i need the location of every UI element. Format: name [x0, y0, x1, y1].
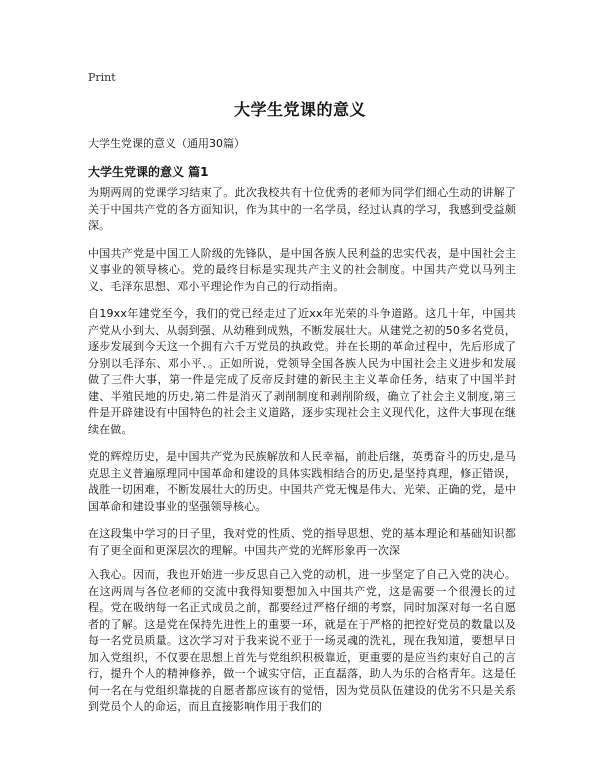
section-heading: 大学生党课的意义 篇1: [88, 165, 209, 179]
paragraph: 中国共产党是中国工人阶级的先锋队，是中国各族人民利益的忠实代表，是中国社会主义事业的领导核心。党的最终目标是实现共产主义的社会制度。中国共产党以马列主义、毛泽东思想、邓小平理论作为自己的行动指南。: [88, 246, 516, 293]
paragraph: 在这段集中学习的日子里，我对党的性质、党的指导思想、党的基本理论和基础知识都有了更全面和更深层次的理解。中国共产党的光辉形象再一次深: [88, 527, 516, 557]
print-link[interactable]: Print: [88, 71, 116, 84]
document-subtitle: 大学生党课的意义（通用30篇）: [88, 137, 245, 150]
paragraph: 党的辉煌历史，是中国共产党为民族解放和人民幸福，前赴后继，英勇奋斗的历史,是马克思主义普遍原理同中国革命和建设的具体实践相结合的历史,是坚持真理，修正错误，战胜一切困难，不断发展壮大的历史。中国共产党无愧是伟大、光荣、正确的党，是中国革命和建设事业的坚强领导核心。: [88, 450, 516, 513]
paragraph: 入我心。因而，我也开始进一步反思自己入党的动机，进一步坚定了自己入党的决心。在这两周与各位老师的交流中我得知要想加入中国共产党，这是需要一个很漫长的过程。党在吸纳每一名正式成员之前，都要经过严格仔细的考察，同时加深对每一名自愿者的了解。这是党在保持先进性上的重要一环，就是在于严格的把控好党员的数量以及每一名党员质量。这次学习对于我来说不亚于一场灵魂的洗礼，现在我知道，要想早日加入党组织，不仅要在思想上首先与党组织积极靠近，更重要的是应当约束好自己的言行，提升个人的精神修养，做一个诚实守信，正直磊落，助人为乐的合格青年。这是任何一名在与党组织靠拢的自愿者都应该有的觉悟，因为党员队伍建设的优劣不只是关系到党员个人的命运，而且直接影响作用于我们的: [88, 568, 516, 713]
paragraph: 自19xx年建党至今，我们的党已经走过了近xx年光荣的斗争道路。这几十年，中国共产党从小到大、从弱到强、从幼稚到成熟，不断发展壮大。从建党之初的50多名党员，逐步发展到今天这一个拥有六千万党员的执政党。并在长期的革命过程中，先后形成了分别以毛泽东、邓小平、。正如所说，党领导全国各族人民为中国社会主义进步和发展做了三件大事，第一件是完成了反帝反封建的新民主主义革命任务，结束了中国半封建、半殖民地的历史,第二件是消灭了剥削制度和剥削阶级，确立了社会主义制度,第三件是开辟建设有中国特色的社会主义道路，逐步实现社会主义现代化，这件大事现在继续在做。: [88, 307, 516, 436]
page-title: 大学生党课的意义: [233, 100, 366, 119]
paragraph: 为期两周的党课学习结束了。此次我校共有十位优秀的老师为同学们细心生动的讲解了关于中国共产党的各方面知识，作为其中的一名学员，经过认真的学习，我感到受益颇深。: [88, 186, 516, 232]
article-body: [88, 185, 516, 727]
